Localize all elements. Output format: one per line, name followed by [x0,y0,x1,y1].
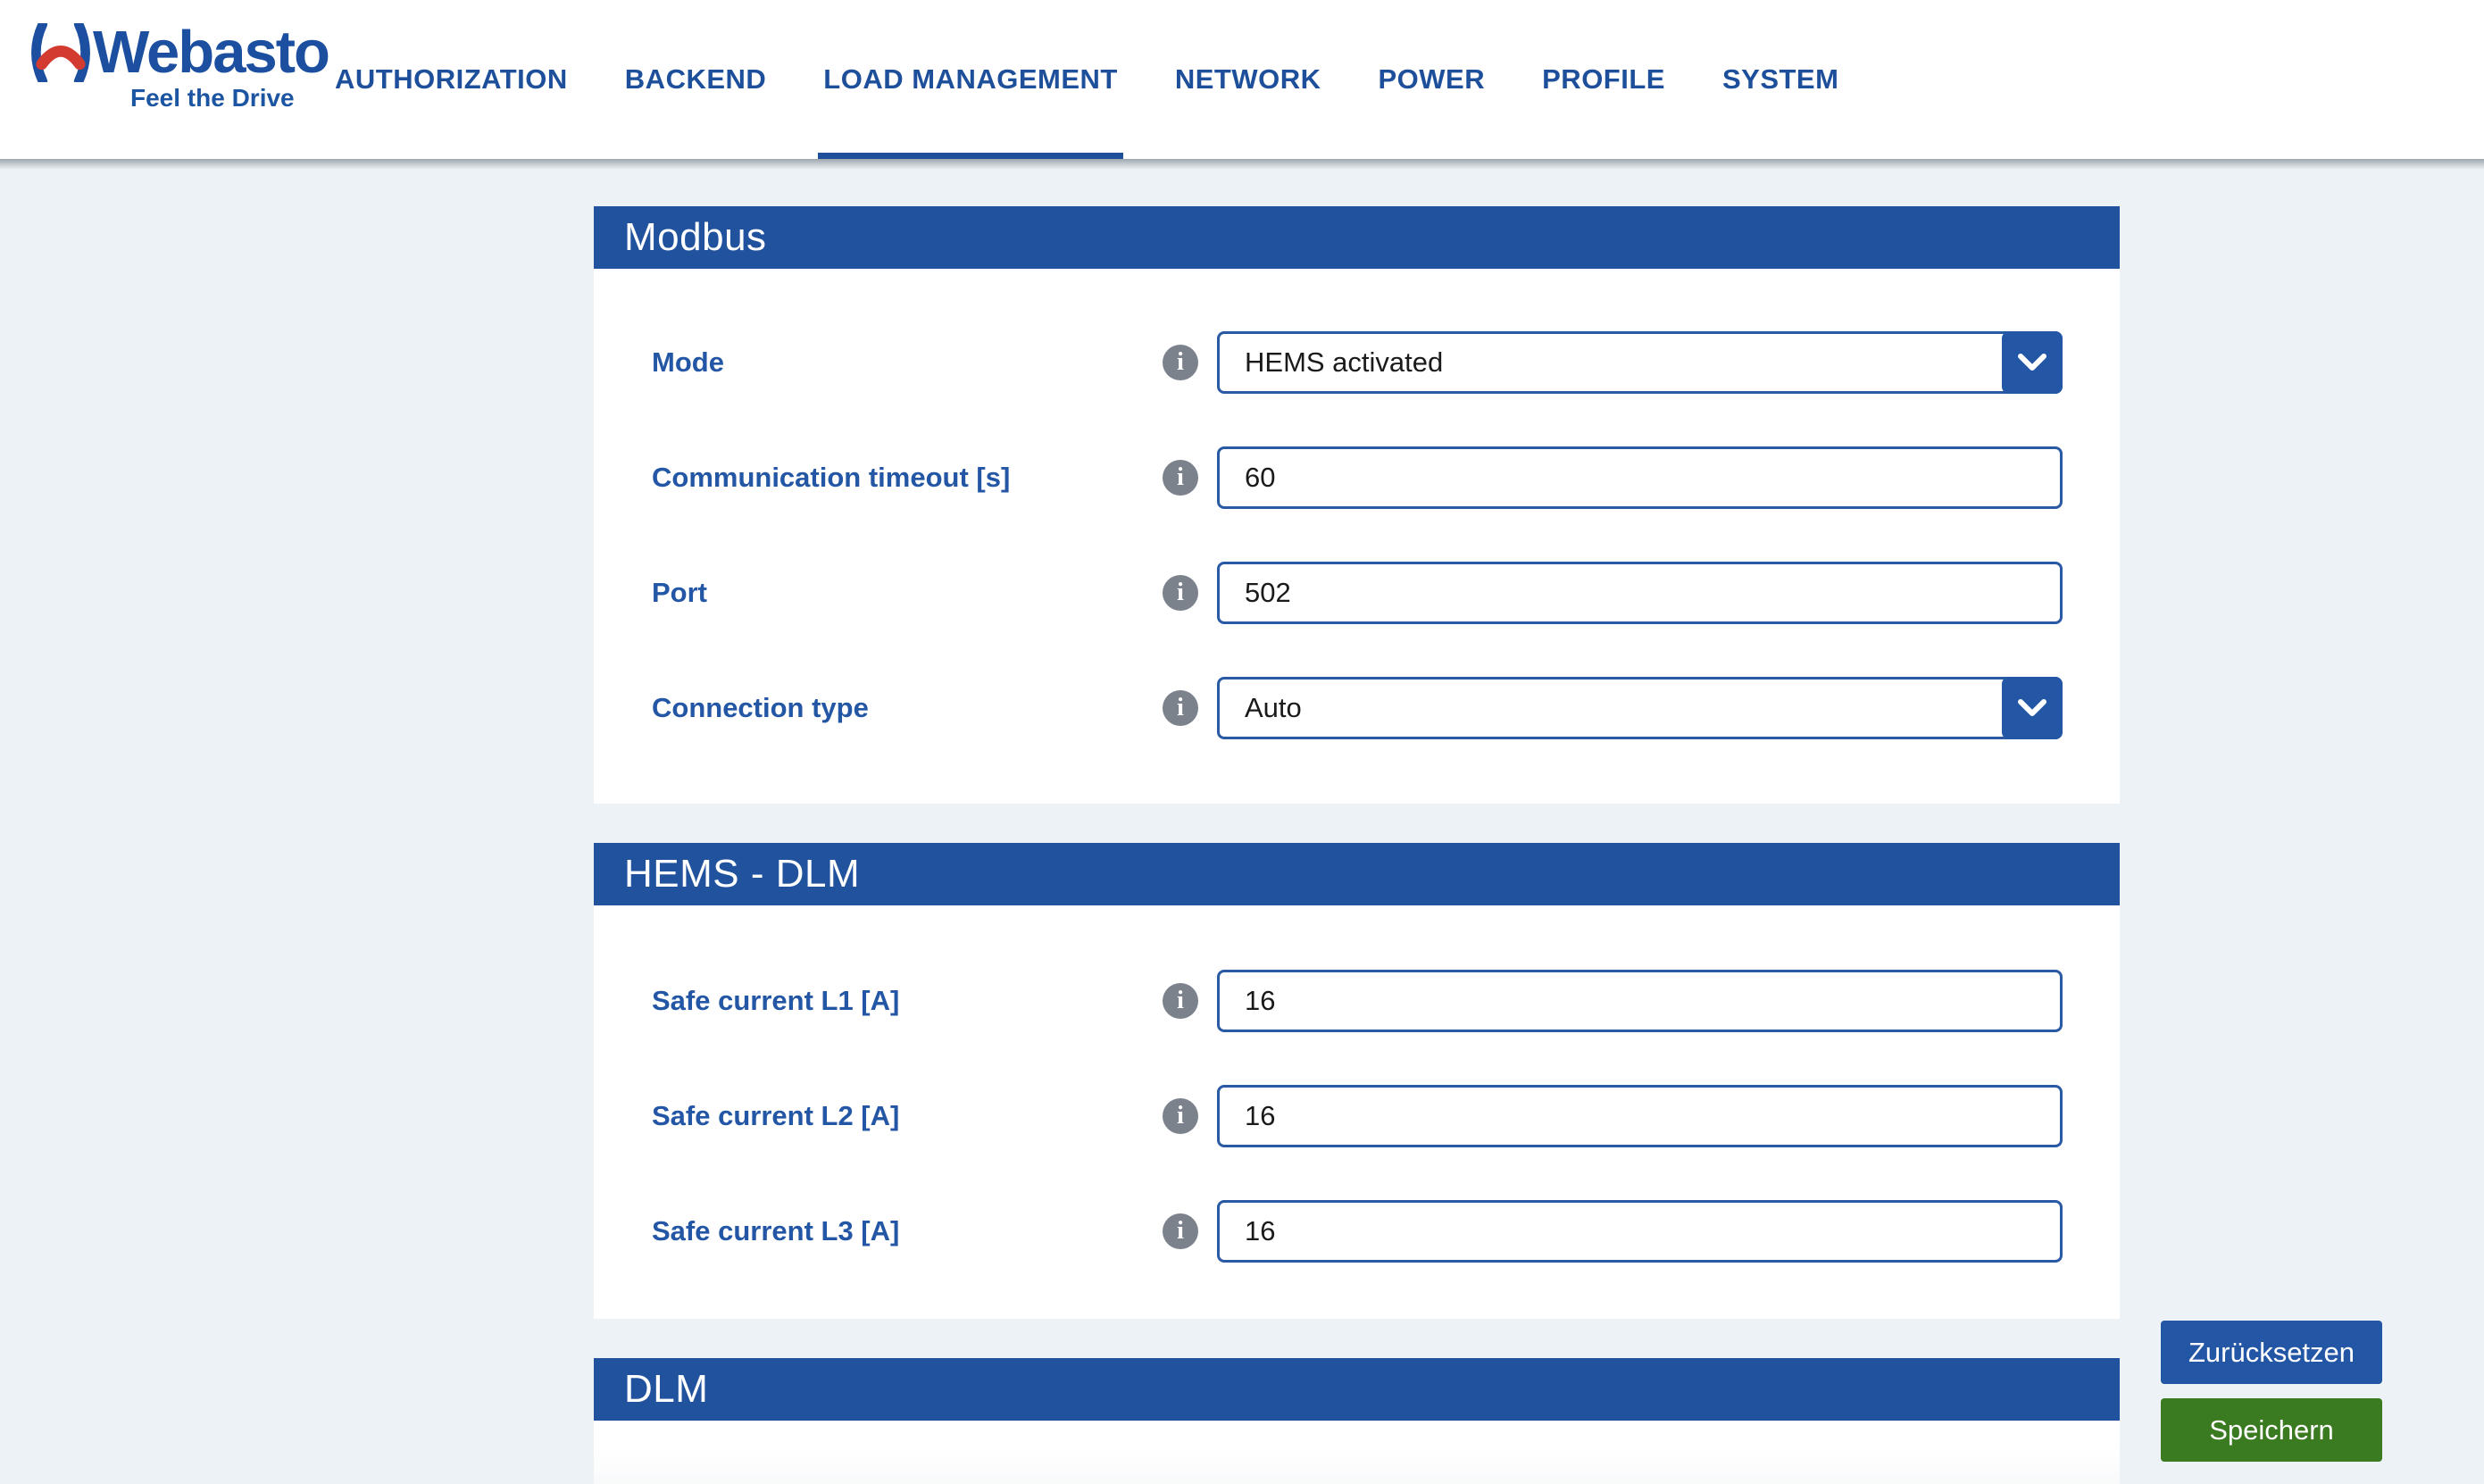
safe-current-l3-label: Safe current L3 [A] [652,1215,900,1246]
safe-current-l1-label: Safe current L1 [A] [652,985,900,1016]
info-icon[interactable]: i [1163,690,1198,726]
top-navigation-bar [0,0,2484,159]
connection-type-select[interactable] [1217,677,2063,739]
save-button[interactable]: Speichern [2161,1398,2382,1462]
info-icon[interactable]: i [1163,1213,1198,1249]
form-row-connection-type [652,677,2063,739]
modbus-panel [594,206,2120,804]
nav-item-authorization[interactable]: AUTHORIZATION [335,63,568,95]
communication-timeout-input[interactable] [1217,446,2063,509]
dlm-panel [594,1358,2120,1484]
reset-button[interactable]: Zurücksetzen [2161,1321,2382,1384]
mode-select-value: HEMS activated [1245,346,1444,378]
nav-item-network[interactable]: NETWORK [1174,63,1321,95]
mode-select[interactable] [1217,331,2063,394]
port-label: Port [652,577,707,608]
connection-type-label: Connection type [652,692,869,723]
safe-current-l3-input[interactable] [1217,1200,2063,1263]
nav-item-profile[interactable]: PROFILE [1542,63,1665,95]
communication-timeout-label: Communication timeout [s] [652,462,1011,493]
mode-label: Mode [652,346,724,378]
form-row-port [652,562,2063,624]
safe-current-l1-input[interactable] [1217,970,2063,1032]
main-nav [335,0,1838,159]
safe-current-l2-label: Safe current L2 [A] [652,1100,900,1131]
hems-dlm-panel-title: HEMS - DLM [594,843,2120,905]
form-row-safe-current-l1 [652,970,2063,1032]
form-row-mode [652,331,2063,394]
webasto-w-icon [30,23,91,82]
info-icon[interactable]: i [1163,460,1198,496]
info-icon[interactable]: i [1163,345,1198,380]
brand-tagline: Feel the Drive [130,84,295,112]
form-row-communication-timeout [652,446,2063,509]
info-icon[interactable]: i [1163,1098,1198,1134]
info-icon[interactable]: i [1163,575,1198,611]
modbus-panel-body [594,269,2120,804]
webasto-logo [30,19,329,113]
nav-item-load-management[interactable]: LOAD MANAGEMENT [823,0,1118,159]
safe-current-l2-input[interactable] [1217,1085,2063,1147]
nav-item-power[interactable]: POWER [1378,63,1486,95]
dlm-panel-body [594,1421,2120,1484]
info-icon[interactable]: i [1163,983,1198,1019]
modbus-panel-title: Modbus [594,206,2120,269]
nav-item-backend[interactable]: BACKEND [624,63,767,95]
form-row-safe-current-l3 [652,1200,2063,1263]
chevron-down-icon[interactable] [2002,677,2063,739]
port-input[interactable] [1217,562,2063,624]
hems-dlm-panel [594,843,2120,1319]
chevron-down-icon[interactable] [2002,331,2063,394]
nav-item-system[interactable]: SYSTEM [1721,63,1839,95]
settings-panels [594,206,2120,1484]
form-row-safe-current-l2 [652,1085,2063,1147]
hems-dlm-panel-body [594,905,2120,1319]
dlm-panel-title: DLM [594,1358,2120,1421]
connection-type-select-value: Auto [1245,692,1302,723]
brand-name: Webasto [93,19,329,86]
